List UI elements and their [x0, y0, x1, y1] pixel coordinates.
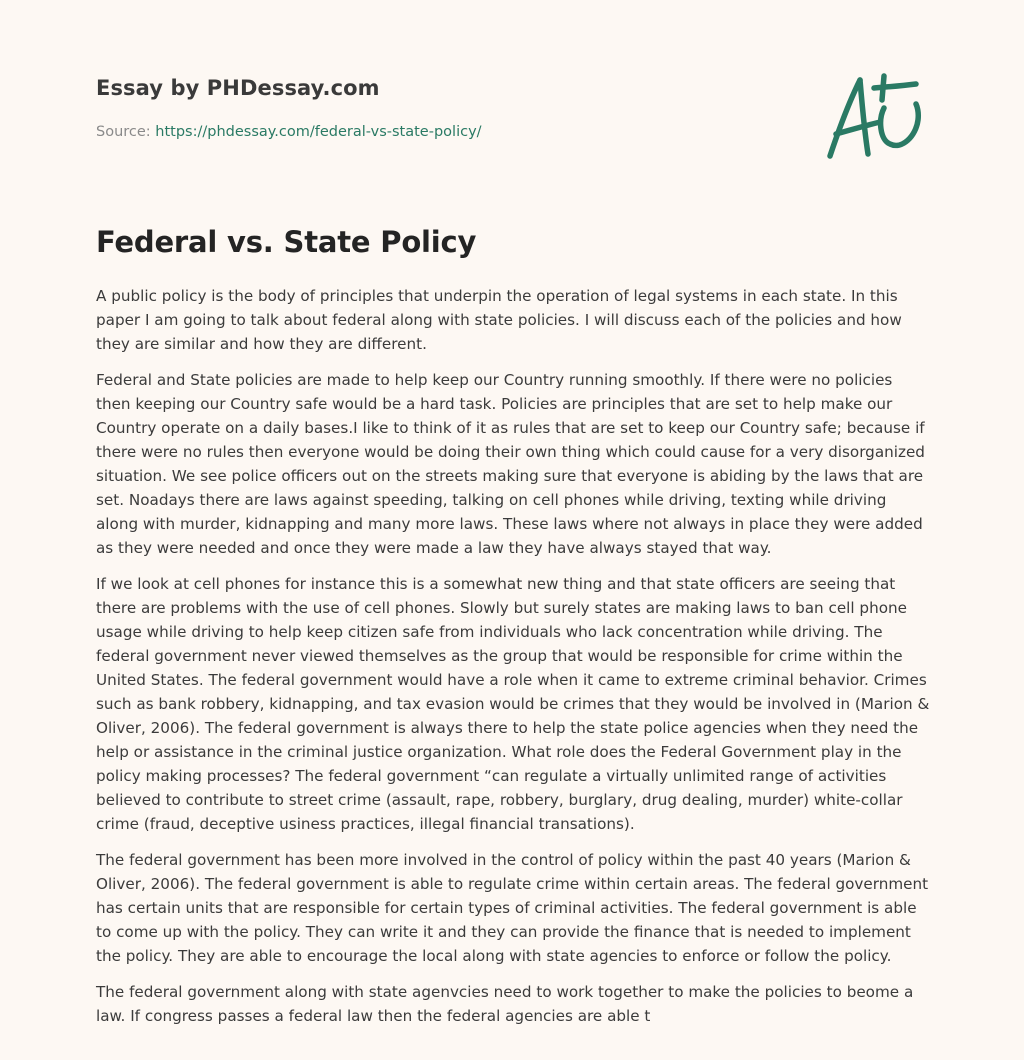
paragraph: A public policy is the body of principles that underpin the operation of legal systems in each state. In this paper I am going to talk about federal along with state policies. I will discuss each of the policies and how they are similar and how they are different.: [96, 287, 902, 353]
paragraph: Federal and State policies are made to help keep our Country running smoothly. If there were no policies then keeping our Country safe would be a hard task. Policies are principles that are set to help make our Country operate on a daily bases.I like to think of it as rules that are set to keep our Country safe; because if there were no rules then everyone would be doing their own thing which could cause for a very disorganized situation. We see police officers out on the streets making sure that everyone is abiding by the laws that are set. Noadays there are laws against speeding, talking on cell phones while driving, texting while driving along with murder, kidnapping and many more laws. These laws where not always in place they were added as they were needed and once they were made a law they have always stayed that way.: [96, 371, 925, 557]
page-header: [96, 76, 928, 176]
paragraph: If we look at cell phones for instance this is a somewhat new thing and that state officers are seeing that there are problems with the use of cell phones. Slowly but surely states are making laws to ban cell phone usage while driving to help keep citizen safe from individuals who lack concentration while driving. The federal government never viewed themselves as the group that would be responsible for crime within the United States. The federal government would have a role when it came to extreme criminal behavior. Crimes such as bank robbery, kidnapping, and tax evasion would be crimes that they would be involved in (Marion & Oliver, 2006). The federal government is always there to help the state police agencies when they need the help or assistance in the criminal justice organization. What role does the Federal Government play in the policy making processes? The federal government “can regulate a virtually unlimited range of activities believed to contribute to street crime (assault, rape, robbery, burglary, drug dealing, murder) white-collar crime (fraud, deceptive usiness practices, illegal financial transations).: [96, 575, 930, 833]
source-link[interactable]: https://phdessay.com/federal-vs-state-policy/: [155, 124, 482, 140]
essay-body: [96, 284, 930, 1040]
source-line: [96, 124, 482, 140]
essay-title: Federal vs. State Policy: [96, 225, 477, 259]
source-label: Source:: [96, 124, 156, 140]
paragraph: The federal government has been more involved in the control of policy within the past 40 years (Marion & Oliver, 2006). The federal government is able to regulate crime within certain areas. The federal government has certain units that are responsible for certain types of criminal activities. The federal government is able to come up with the policy. They can write it and they can provide the finance that is needed to implement the policy. They are able to encourage the local along with state agencies to enforce or follow the policy.: [96, 851, 929, 965]
a-plus-logo-icon: [824, 70, 924, 162]
paragraph: The federal government along with state agenvcies need to work together to make the policies to beome a law. If congress passes a federal law then the federal agencies are able t: [96, 983, 914, 1025]
essay-page: [96, 0, 928, 1060]
site-brand: Essay by PHDessay.com: [96, 76, 380, 100]
